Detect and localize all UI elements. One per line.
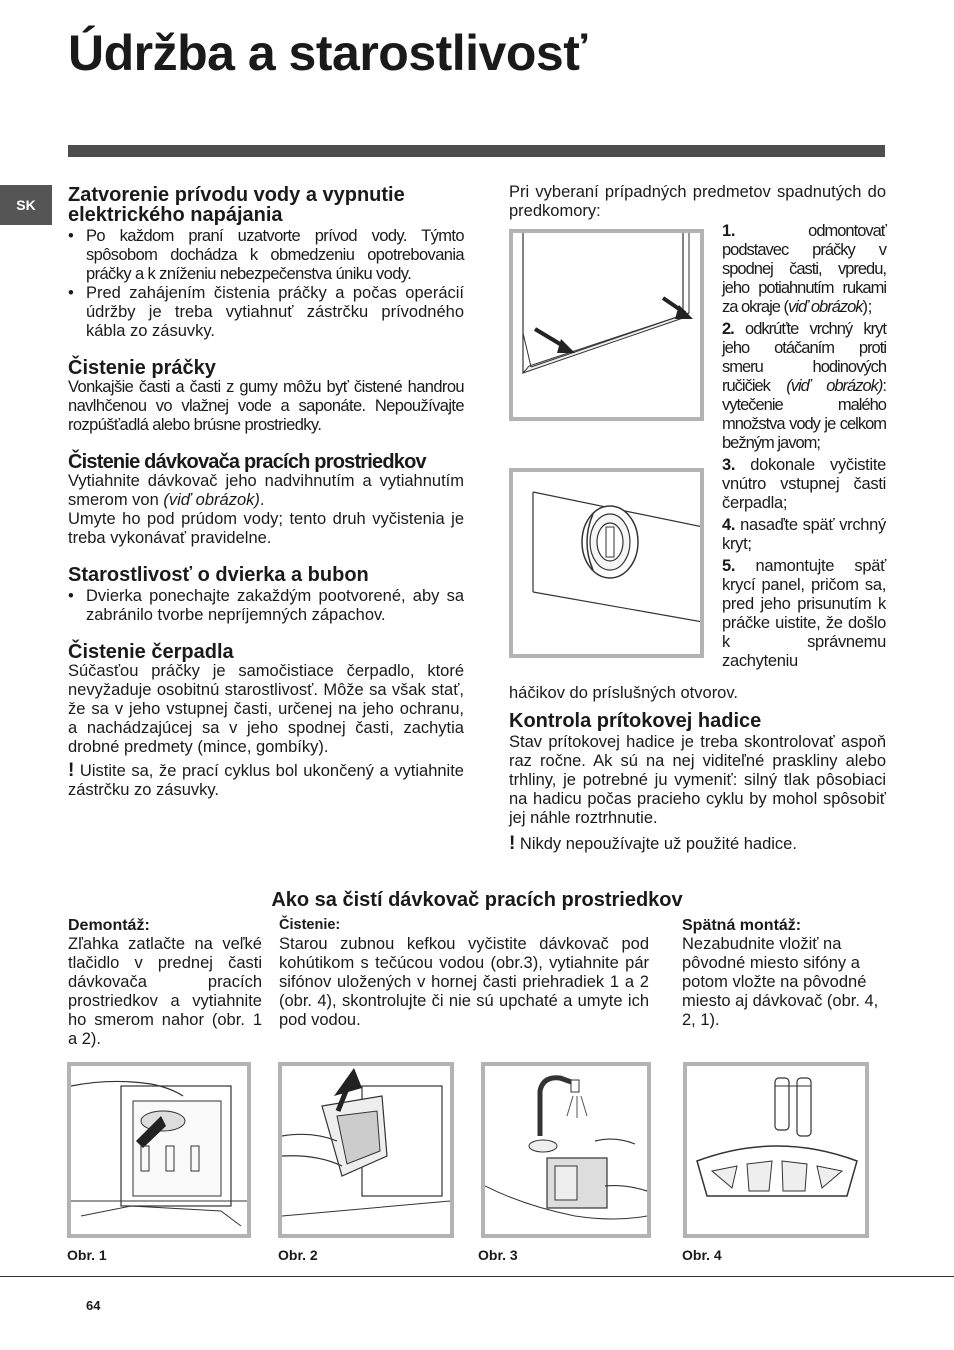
cleaning-step-text: Starou zubnou kefkou vyčistite dávkovač pod kohútikom s tečúcou vodou (obr.3), vytiahnite pár sifónov uložených v hornej časti priehradiek 1 a 2 (obr. 4), skontrolujte či nie sú upchaté a umyte ich pod vodou. (279, 935, 649, 1029)
step-3: 3. dokonale vyčistite vnútro vstupnej časti čerpadla; (722, 456, 886, 512)
right-tail (509, 684, 886, 854)
dispenser-text-2: Umyte ho pod prúdom vody; tento druh vyčistenia je treba vykonávať pravidelne. (68, 510, 464, 547)
pump-steps (722, 222, 886, 674)
dispenser-section-title: Ako sa čistí dávkovač pracích prostriedkov (271, 889, 683, 911)
dispenser-lift-illustration (282, 1066, 450, 1234)
figure-4 (683, 1062, 869, 1238)
panel-removal-illustration (513, 233, 700, 417)
bullet-door-ajar: • Dvierka ponechajte zakaždým pootvorené, aby sa zabránilo tvorbe nepríjemných zápachov. (68, 587, 464, 625)
cleaning-column (279, 916, 649, 1030)
section-hose-title: Kontrola prítokovej hadice (509, 710, 762, 732)
warning-icon: ! (68, 760, 75, 781)
bullet-unplug: • Pred zahájením čistenia práčky a počas operácií údržby je treba vytiahnuť zástrčku prívodného kábla zo zásuvky. (68, 284, 464, 341)
figure-1 (67, 1062, 251, 1238)
section-pump-title: Čistenie čerpadla (68, 641, 234, 663)
pump-cover-illustration (513, 472, 700, 654)
section-cleaning-title: Čistenie práčky (68, 357, 216, 379)
hose-text: Stav prítokovej hadice je treba skontrolovať aspoň raz ročne. Ak sú na nej viditeľné praskliny alebo trhliny, je potrebné ju vymeniť: silný tlak pôsobiaci na hadicu počas pracieho cyklu by mohol spôsobiť jej náhle roztrhnutie. (509, 733, 886, 827)
hose-warning: ! Nikdy nepoužívajte už použité hadice. (509, 833, 797, 854)
footer-divider (0, 1276, 954, 1277)
dispenser-push-illustration (71, 1066, 247, 1234)
step-1: 1. odmontovať podstavec práčky v spodnej časti, vpredu, jeho potiahnutím rukami za okraje (viď obrázok); (722, 222, 886, 316)
step-2: 2. odkrúťte vrchný kryt jeho otáčaním proti smeru hodinových ručičiek (viď obrázok): vytečenie malého množstva vody je celkom bežným javom; (722, 320, 886, 452)
reassembly-title: Spätná montáž: (682, 917, 802, 934)
faucet-cleaning-illustration (485, 1066, 647, 1234)
step-5-continued: háčikov do príslušných otvorov. (509, 684, 738, 702)
figure-pump-cover (509, 468, 704, 658)
language-tab: SK (0, 185, 52, 225)
left-column (68, 185, 464, 800)
figure-2 (278, 1062, 454, 1238)
reassembly-column (682, 916, 886, 1030)
page-title: Údržba a starostlivosť (68, 25, 587, 81)
right-intro (509, 183, 886, 221)
step-4: 4. nasaďte späť vrchný kryt; (722, 516, 886, 553)
caption-figure-4: Obr. 4 (682, 1247, 722, 1263)
section-water-power-title: Zatvorenie prívodu vody a vypnutie elektrického napájania (68, 184, 405, 226)
dispenser-text: Vytiahnite dávkovač jeho nadvihnutím a vytiahnutím smerom von (viď obrázok). (68, 472, 464, 509)
removal-title: Demontáž: (68, 917, 150, 934)
caption-figure-3: Obr. 3 (478, 1247, 518, 1263)
section-door-drum-title: Starostlivosť o dvierka a bubon (68, 564, 369, 586)
pump-intro-text: Pri vyberaní prípadných predmetov spadnutých do predkomory: (509, 183, 886, 220)
title-divider-bar (68, 145, 885, 157)
removal-column (68, 916, 262, 1049)
figure-3 (481, 1062, 651, 1238)
cleaning-text: Vonkajšie časti a časti z gumy môžu byť čistené handrou navlhčenou vo vlažnej vode a saponáte. Nepoužívajte rozpúšťadlá alebo brúsne prostriedky. (68, 378, 464, 434)
warning-icon: ! (509, 833, 516, 854)
caption-figure-2: Obr. 2 (278, 1247, 318, 1263)
figure-remove-panel (509, 229, 704, 421)
caption-figure-1: Obr. 1 (67, 1247, 107, 1263)
removal-text: Zľahka zatlačte na veľké tlačidlo v prednej časti dávkovača pracích prostriedkov a vytiahnite ho smerom nahor (obr. 1 a 2). (68, 935, 262, 1048)
pump-warning: ! Uistite sa, že prací cyklus bol ukončený a vytiahnite zástrčku zo zásuvky. (68, 760, 464, 799)
siphon-parts-illustration (687, 1066, 865, 1234)
bullet-close-water: • Po každom praní uzatvorte prívod vody. Týmto spôsobom dochádza k obmedzeniu opotrebovania práčky a k zníženiu nebezpečenstva úniku vody. (68, 227, 464, 284)
page-number: 64 (86, 1298, 101, 1313)
section-dispenser-title: Čistenie dávkovača pracích prostriedkov (68, 451, 426, 473)
step-5: 5. namontujte späť krycí panel, pričom sa, pred jeho prisunutím k práčke uistite, že došlo k správnemu zachyteniu (722, 557, 886, 670)
cleaning-step-title: Čistenie: (279, 917, 341, 933)
pump-text: Súčasťou práčky je samočistiace čerpadlo, ktoré nevyžaduje osobitnú starostlivosť. Môže sa však stať, že sa v jeho vstupnej časti, určenej na jeho ochranu, a nachádzajúcej sa v jeho spodnej časti, zachytia drobné predmety (mince, gombíky). (68, 662, 464, 756)
reassembly-text: Nezabudnite vložiť na pôvodné miesto sifóny a potom vložte na pôvodné miesto aj dávkovač (obr. 4, 2, 1). (682, 935, 879, 1029)
